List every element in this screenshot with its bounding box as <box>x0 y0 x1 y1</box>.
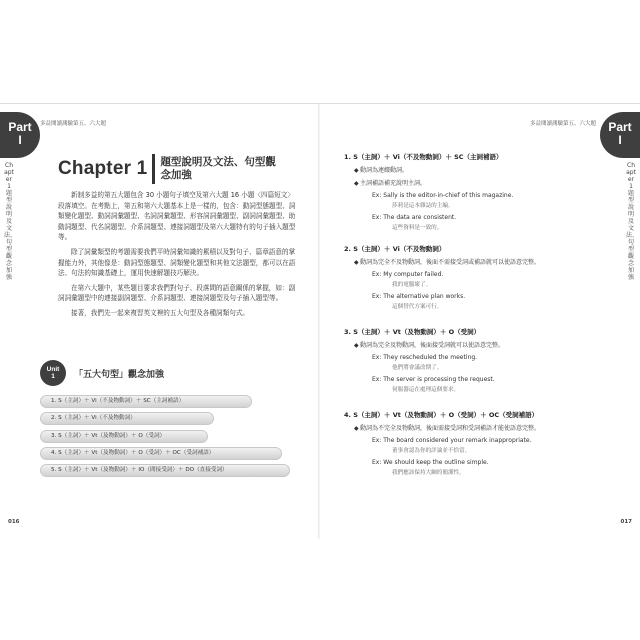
diamond-bullet-icon: ◆ <box>354 180 359 187</box>
part-word: Part <box>608 120 632 134</box>
example-sentence: Ex: The data are consistent. <box>372 214 457 221</box>
unit-heading <box>40 360 164 386</box>
pattern-pill: 1. S（主詞）＋ Vi（不及物動詞）＋ SC（主詞補語） <box>40 395 252 408</box>
rule-bullet <box>344 423 606 432</box>
chapter-divider <box>152 154 155 184</box>
example-translation: 這個替代方案可行。 <box>392 304 443 310</box>
rule-text: 動詞為完全及物動詞，後面接受詞就可以使語意完整。 <box>360 342 505 349</box>
unit-word: Unit <box>46 366 60 373</box>
chapter-label: Chapter 1 <box>58 158 148 179</box>
page-number: 017 <box>620 519 632 525</box>
rule-text: 動詞為不完全及物動詞，後面需接受詞和受詞補語才能使語意完整。 <box>360 425 541 432</box>
side-label: Chapter 1 題型說明及文法、句型觀念加強 <box>4 162 17 281</box>
diamond-bullet-icon: ◆ <box>354 425 359 432</box>
part-word: Part <box>8 120 32 134</box>
pattern-pill: 5. S（主詞）＋ Vt（及物動詞）＋ IO（間接受詞）＋ DO（直接受詞） <box>40 464 290 477</box>
example-sentence: Ex: My computer failed. <box>372 271 444 278</box>
chapter-title: 題型說明及文法、句型觀念加強 <box>160 156 276 181</box>
rule-bullet <box>344 257 606 266</box>
unit-number: 1 <box>51 373 55 380</box>
section-title: 2. S（主詞）＋ Vi（不及物動詞） <box>344 245 446 253</box>
intro-paragraph: 在第六大題中，某些題目要求我們對句子、段落間的語意關係的掌握，如：副詞詞彙題型中的連接副詞題型、介系詞題型、連接詞題型及句子插入題型等。 <box>58 283 296 303</box>
example-sentence: Ex: The alternative plan works. <box>372 293 466 300</box>
part-tab <box>0 112 40 158</box>
part-numeral: I <box>618 133 622 147</box>
example-sentence: Ex: The board considered your remark inappropriate. <box>372 437 532 444</box>
chapter-heading <box>58 154 280 184</box>
example-translation: 董事會認為你的評論並不恰當。 <box>392 448 471 454</box>
pattern-section <box>344 152 606 231</box>
section-title: 3. S（主詞）＋ Vt（及物動詞）＋ O（受詞） <box>344 328 481 336</box>
pattern-section <box>344 327 606 393</box>
rule-text: 主詞補語補充說明主詞。 <box>360 180 427 187</box>
example-translation: 伺服器這在處理這個要求。 <box>392 387 460 393</box>
rule-bullet <box>344 165 606 174</box>
section-title: 4. S（主詞）＋ Vt（及物動詞）＋ O（受詞）＋ OC（受詞補語） <box>344 411 539 419</box>
intro-paragraph: 接著，我們先一起來複習英文裡的五大句型及各種詞類句式。 <box>71 308 250 317</box>
page-number: 016 <box>8 519 20 525</box>
part-tab <box>600 112 640 158</box>
unit-title: 「五大句型」觀念加強 <box>74 369 165 380</box>
left-page <box>0 104 320 539</box>
part-numeral: I <box>18 133 22 147</box>
example-sentence: Ex: We should keep the outline simple. <box>372 459 489 466</box>
example-translation: 莎莉是這本雜誌的主編。 <box>392 203 454 209</box>
unit-badge <box>40 360 66 386</box>
example-sentence: Ex: They rescheduled the meeting. <box>372 354 478 361</box>
example-translation: 這些資料是一致的。 <box>392 225 443 231</box>
pattern-pill: 4. S（主詞）＋ Vt（及物動詞）＋ O（受詞）＋ OC（受詞補語） <box>40 447 282 460</box>
rule-bullet <box>344 178 606 187</box>
intro-paragraph: 新制多益的第五大題包含 30 小題句子填空及第六大題 16 小題〈四篇短文〉段落填空。在考點上，第五和第六大題基本上是一樣的，包含：動詞型態題型、詞類變化題型、動詞詞彙題型、名詞詞彙題型、形容詞詞彙題型、副詞詞彙題型、助動詞題型、代名詞題型、介系詞題型、連接詞題型及第六大題特有的句子插入題型等。 <box>58 191 296 242</box>
running-head: 多益閱讀測驗第五、六大題 <box>530 121 597 127</box>
example-translation: 他們將會議改期了。 <box>392 365 443 371</box>
rule-bullet <box>344 340 606 349</box>
example-translation: 我們應該保持大綱的簡潔性。 <box>392 470 465 476</box>
intro-paragraph: 除了詞彙類型的考題需要我們平時詞彙知識的累積以及對句子、篇章語意的掌握能力外，其他像是：動詞型態題型、詞類變化題型和其他文法題型，都可以在語法、句法的知識基礎上，運用快速解題技巧解決。 <box>58 247 296 278</box>
running-head: 多益閱讀測驗第五、六大題 <box>40 121 107 127</box>
diamond-bullet-icon: ◆ <box>354 167 359 174</box>
example-sentence: Ex: The server is processing the request. <box>372 376 495 383</box>
pattern-section <box>344 410 606 476</box>
rule-text: 動詞為連綴動詞。 <box>360 167 409 174</box>
example-sentence: Ex: Sally is the editor-in-chief of this magazine. <box>372 192 514 199</box>
intro-text <box>58 190 298 323</box>
sentence-pattern-list <box>40 395 290 481</box>
book-spread <box>0 103 640 538</box>
diamond-bullet-icon: ◆ <box>354 342 359 349</box>
section-title: 1. S（主詞）＋ Vi（不及物動詞）＋ SC（主詞補語） <box>344 153 503 161</box>
side-label: Chapter 1 題型說明及文法、句型觀念加強 <box>626 162 639 281</box>
pattern-pill: 3. S（主詞）＋ Vt（及物動詞）＋ O（受詞） <box>40 430 208 443</box>
rule-text: 動詞為完全不及物動詞，後面不需接受詞或補語就可以使語意完整。 <box>360 259 541 266</box>
pattern-pill: 2. S（主詞）＋ Vi（不及物動詞） <box>40 412 214 425</box>
pattern-section <box>344 244 606 310</box>
diamond-bullet-icon: ◆ <box>354 259 359 266</box>
example-translation: 我的電腦壞了。 <box>392 282 432 288</box>
